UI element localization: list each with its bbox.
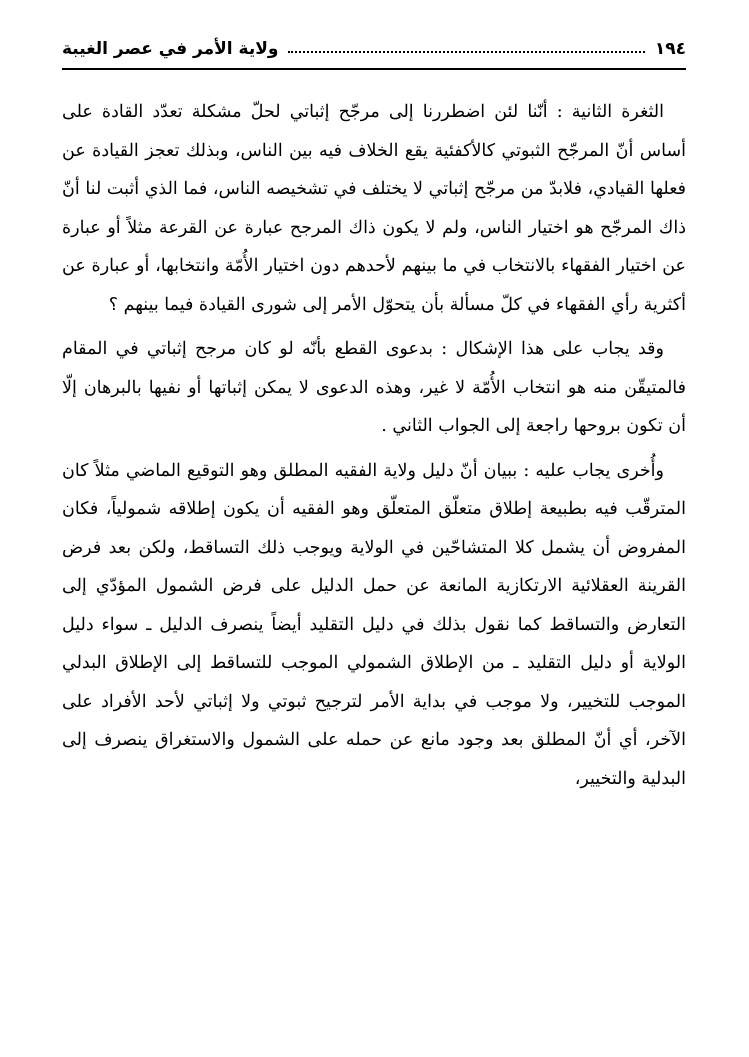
- paragraph-objection: الثغرة الثانية : أنّنا لئن اضطررنا إلى مرجّح إثباتي لحلّ مشكلة تعدّد القادة على أساس أنّ المرجّح الثبوتي كالأكفئية يقع الخلاف فيه بين الناس، وبذلك تعجز القيادة عن فعلها القيادي، فلابدّ من مرجّح إثباتي لا يختلف في تشخيصه الناس، فما الذي أثبت لنا أنّ ذاك المرجّح هو اختيار الناس، ولم لا يكون ذاك المرجح عبارة عن القرعة مثلاً أو عبارة عن اختيار الفقهاء بالانتخاب في ما بينهم لأحدهم دون اختيار الأُمّة وانتخابها، أو عبارة عن أكثرية رأي الفقهاء في كلّ مسألة بأن يتحوّل الأمر إلى شورى القيادة فيما بينهم ؟: [62, 102, 686, 315]
- page-number: ١٩٤: [654, 39, 686, 59]
- running-header: [62, 32, 686, 66]
- book-title: ولاية الأمر في عصر الغيبة: [62, 39, 279, 59]
- body-text: [62, 93, 686, 798]
- paragraph-first-reply: وقد يجاب على هذا الإشكال : بدعوى القطع بأنّه لو كان مرجح إثباتي في المقام فالمتيقّن منه هو انتخاب الأُمّة لا غير، وهذه الدعوى لا يمكن إثباتها أو نفيها بالبرهان إلّا أن تكون بروحها راجعة إلى الجواب الثاني .: [62, 339, 686, 436]
- paragraph-second-reply: وأُخرى يجاب عليه : ببيان أنّ دليل ولاية الفقيه المطلق وهو التوقيع الماضي مثلاً كان المترقّب فيه بطبيعة إطلاق متعلّق المتعلّق وهو الفقيه أن يكون إطلاقه شمولياً، فكان المفروض أن يشمل كلا المتشاحّين في الولاية ويوجب ذلك التساقط، ولكن بعد فرض القرينة العقلائية الارتكازية المانعة عن حمل الدليل على فرض الشمول المؤدّي إلى التعارض والتساقط كما نقول بذلك في دليل التقليد أيضاً ينصرف الدليل ـ سواء دليل الولاية أو دليل التقليد ـ من الإطلاق الشمولي الموجب للتساقط إلى الإطلاق البدلي الموجب للتخيير، ولا موجب في بداية الأمر لترجيح ثبوتي ولا إثباتي لأحد الأفراد على الآخر، أي أنّ المطلق بعد وجود مانع عن حمله على الشمول والاستغراق ينصرف إلى البدلية والتخيير،: [62, 460, 686, 789]
- dotted-leader: [288, 51, 644, 53]
- header-divider: [62, 68, 686, 70]
